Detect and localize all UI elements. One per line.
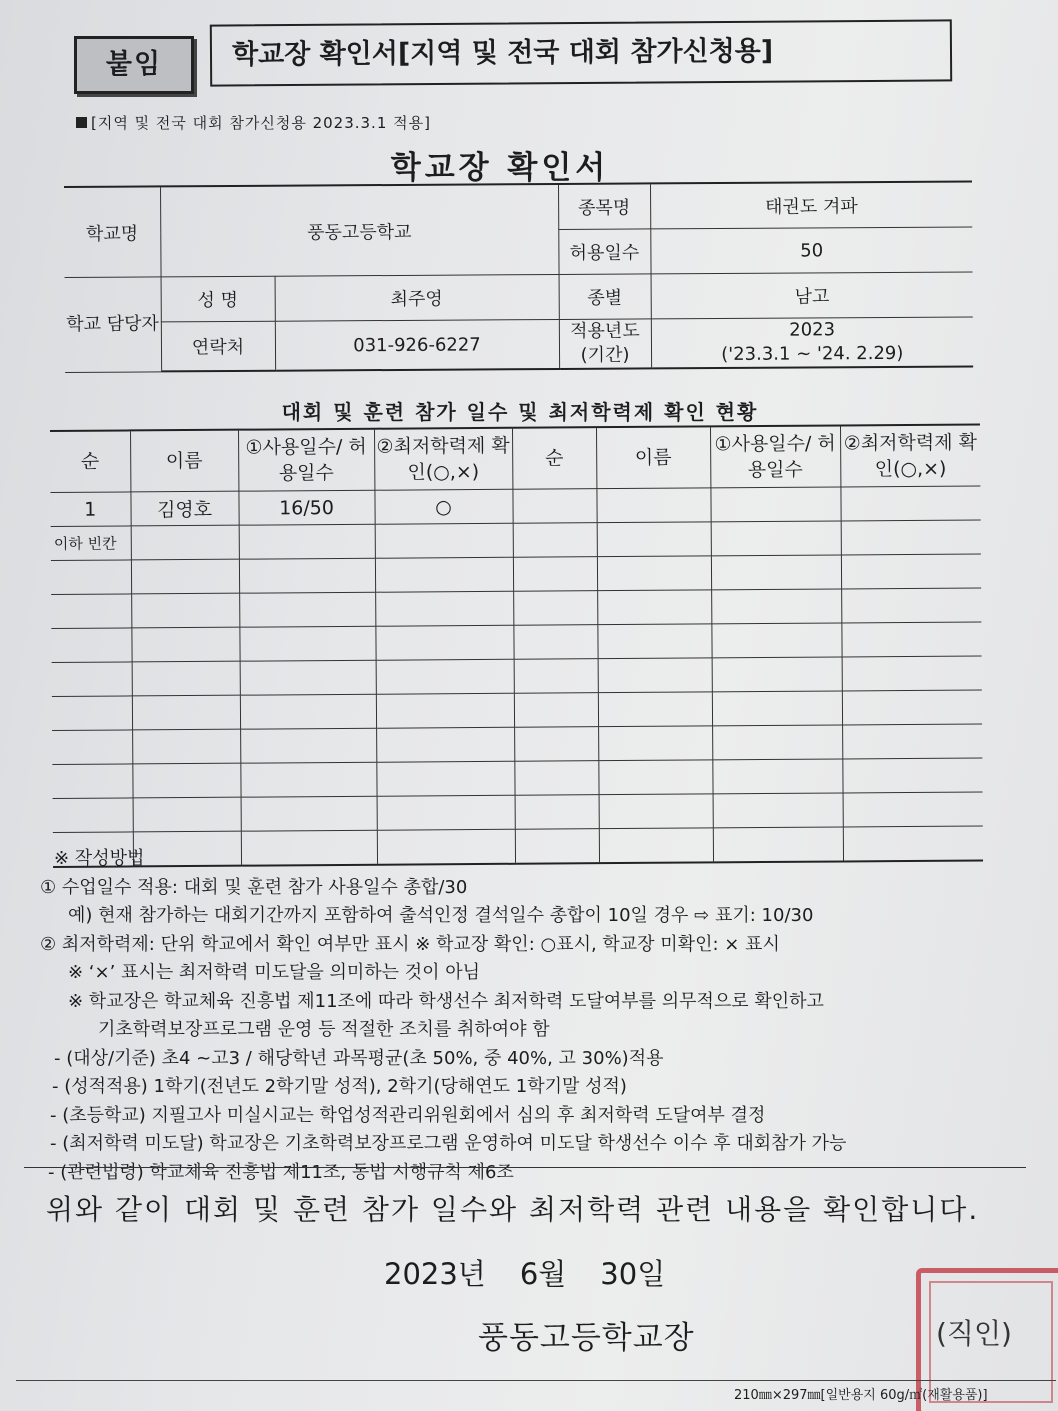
header-no: 순 xyxy=(50,430,130,492)
name-value: 최주영 xyxy=(275,274,559,321)
method-line: 예) 현재 참가하는 대회기간까지 포함하여 출석인정 결석일수 총합이 10일 경우 ⇨ 표기: 10/30 xyxy=(68,905,814,926)
header-no-2: 순 xyxy=(512,427,596,489)
paper-spec-footer: 210㎜×297㎜[일반용지 60g/㎡(재활용품)] xyxy=(734,1388,988,1403)
type-label: 종별 xyxy=(559,274,651,320)
header-days-2: ①사용일수/ 허용일수 xyxy=(710,425,840,487)
section-title: 대회 및 훈련 참가 일수 및 최저학력제 확인 현황 xyxy=(281,400,759,424)
attachment-badge: 붙임 xyxy=(74,36,194,94)
header-name: 이름 xyxy=(130,430,238,492)
seal-label: (직인) xyxy=(936,1317,1012,1350)
participation-table xyxy=(50,424,983,868)
row-name: 김영호 xyxy=(130,491,238,526)
event-label: 종목명 xyxy=(558,183,650,229)
year-cell xyxy=(651,317,973,368)
document-date xyxy=(384,1252,699,1293)
confirmation-text: 위와 같이 대회 및 훈련 참가 일수와 최저학력 관련 내용을 확인합니다. xyxy=(46,1193,980,1226)
header-days: ①사용일수/ 허용일수 xyxy=(238,429,374,491)
divider xyxy=(24,1167,1026,1168)
method-line: ① 수업일수 적용: 대회 및 훈련 참가 사용일수 총합/30 xyxy=(40,876,468,898)
row-check: ○ xyxy=(374,489,512,524)
signer-name: 풍동고등학교장 xyxy=(478,1320,695,1356)
contact-label: 연락처 xyxy=(161,321,275,371)
year-label: 적용년도 (기간) xyxy=(559,319,651,369)
method-title: ※ 작성방법 xyxy=(54,848,145,869)
method-line: - (성적적용) 1학기(전년도 2학기말 성적), 2학기(당해연도 1학기말 성적) xyxy=(52,1076,627,1097)
method-line: ※ ‘×’ 표시는 최저학력 미도달을 의미하는 것이 아님 xyxy=(68,962,481,983)
method-line: 기초학력보장프로그램 운영 등 적절한 조치를 취하여야 함 xyxy=(98,1019,550,1040)
school-label: 학교명 xyxy=(64,186,161,277)
year-value: 2023 xyxy=(789,319,836,341)
divider xyxy=(16,1380,1056,1381)
method-line: - (초등학교) 지필고사 미실시교는 학업성적관리위원회에서 심의 후 최저학력 도달여부 결정 xyxy=(50,1104,766,1126)
header-check-2: ②최저학력제 확인(○,×) xyxy=(840,425,980,487)
square-bullet-icon xyxy=(76,117,87,128)
method-line: - (최저학력 미도달) 학교장은 기초학력보장프로그램 운영하여 미도달 학생선수 이수 후 대회참가 가능 xyxy=(50,1133,847,1154)
staff-label: 학교 담당자 xyxy=(65,277,162,372)
row-days: 16/50 xyxy=(238,490,374,525)
allowed-days-value: 50 xyxy=(650,227,972,274)
event-value: 태권도 겨파 xyxy=(650,181,972,228)
header-title: 학교장 확인서[지역 및 전국 대회 참가신청용] xyxy=(210,19,952,86)
period-value: ('23.3.1 ~ '24. 2.29) xyxy=(721,342,904,365)
document-title: 학교장 확인서 xyxy=(390,150,610,186)
header-name-2: 이름 xyxy=(596,426,710,488)
blank-note: 이하 빈칸 xyxy=(51,526,131,561)
row-no: 1 xyxy=(50,492,130,527)
date-year: 2023년 xyxy=(384,1257,486,1291)
date-day: 30일 xyxy=(600,1257,666,1291)
method-line: - (관련법령) 학교체육 진흥법 제11조, 동법 시행규칙 제6조 xyxy=(48,1161,514,1183)
name-label: 성 명 xyxy=(161,276,275,322)
method-line: ※ 학교장은 학교체육 진흥법 제11조에 따라 학생선수 최저학력 도달여부를 의무적으로 확인하고 xyxy=(68,990,824,1012)
date-month: 6월 xyxy=(519,1257,567,1291)
form-subnote xyxy=(76,112,431,133)
method-line: ② 최저학력제: 단위 학교에서 확인 여부만 표시 ※ 학교장 확인: ○표시, 학교장 미확인: × 표시 xyxy=(40,933,780,955)
school-value: 풍동고등학교 xyxy=(160,184,559,277)
contact-value: 031-926-6227 xyxy=(275,319,559,370)
header-check: ②최저학력제 확인(○,×) xyxy=(374,428,512,490)
allowed-days-label: 허용일수 xyxy=(558,229,650,275)
type-value: 남고 xyxy=(651,272,973,319)
writing-method xyxy=(40,845,1030,1187)
method-line: - (대상/기준) 초4 ~고3 / 해당학년 과목평균(초 50%, 중 40%, 고 30%)적용 xyxy=(54,1047,664,1069)
school-info-table xyxy=(64,180,973,373)
subnote-text: [지역 및 전국 대회 참가신청용 2023.3.1 적용] xyxy=(91,114,431,132)
